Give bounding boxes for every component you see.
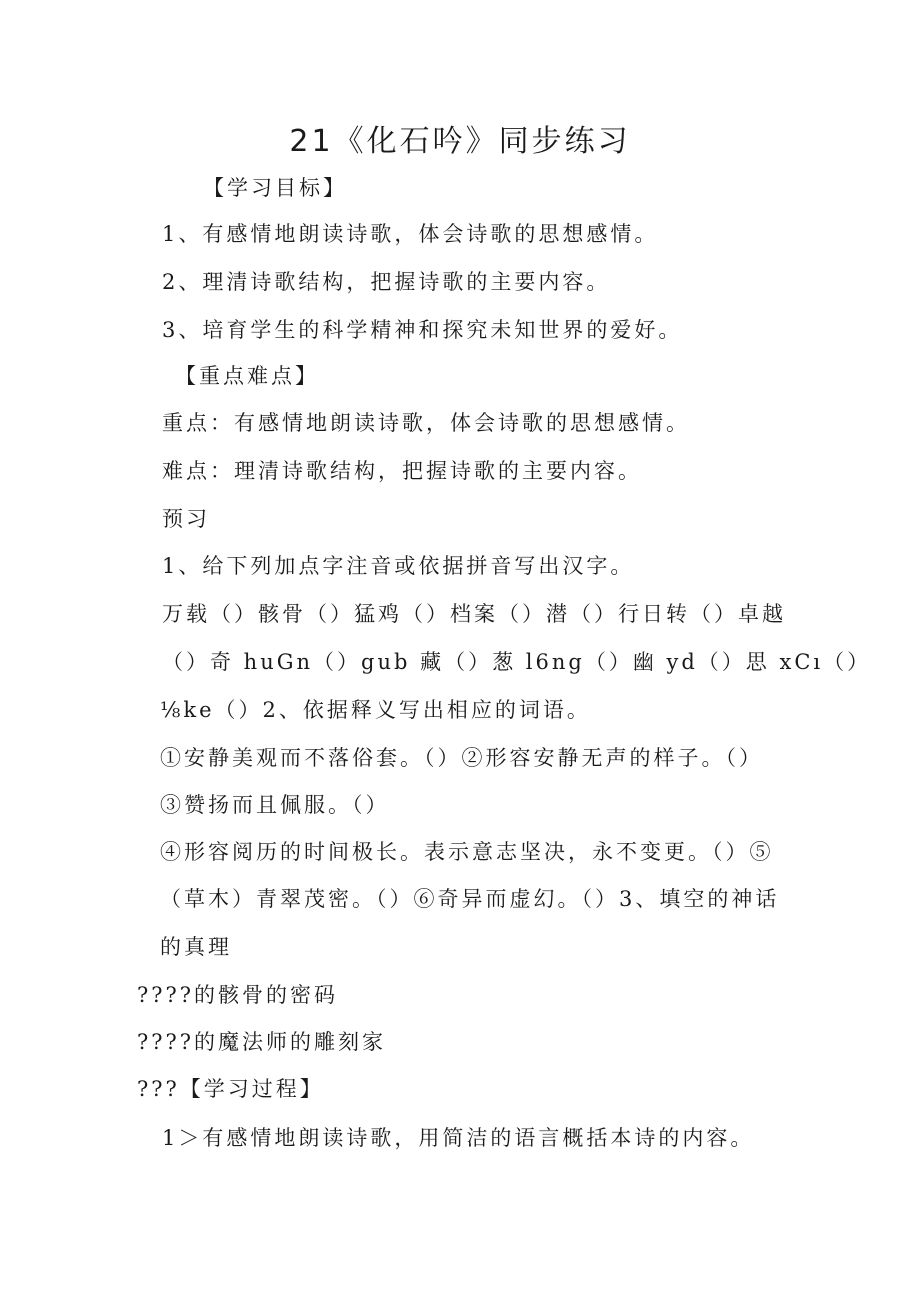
exercise-3-line-2: ????的骸骨的密码 [137, 983, 339, 1007]
exercise-1-prompt: 1、给下列加点字注音或依据拼音写出汉字。 [162, 554, 635, 578]
exercise-2-prompt: ⅛ke（）2、依据释义写出相应的词语。 [160, 698, 591, 722]
goal-item-3: 3、培育学生的科学精神和探究未知世界的爱好。 [162, 318, 683, 342]
exercise-2-items-line-2: ③赞扬而且佩服。（） [160, 793, 390, 817]
exercise-3-line-3: ????的魔法师的雕刻家 [137, 1030, 387, 1054]
difficult-point: 难点：理清诗歌结构，把握诗歌的主要内容。 [162, 459, 642, 483]
exercise-1-words-line-2: （）奇 huGn（）gub 藏（）葱 l6ng（）幽 yd（）思 xCı（） [162, 650, 872, 674]
key-point: 重点：有感情地朗读诗歌，体会诗歌的思想感情。 [162, 411, 690, 435]
goal-item-1: 1、有感情地朗读诗歌，体会诗歌的思想感情。 [162, 222, 659, 246]
process-item-1: 1＞有感情地朗读诗歌，用简洁的语言概括本诗的内容。 [162, 1126, 755, 1150]
exercise-2-items-line-1: ①安静美观而不落俗套。（）②形容安静无声的样子。（） [160, 746, 763, 770]
section-heading-learning-goals: 【学习目标】 [203, 176, 347, 200]
section-heading-learning-process: ???【学习过程】 [137, 1077, 324, 1101]
exercise-3-line-1: 的真理 [160, 935, 232, 959]
exercise-2-items-line-4: （草木）青翠茂密。（）⑥奇异而虚幻。（）3、填空的神话 [160, 887, 780, 911]
exercise-1-words-line-1: 万载（）骸骨（）猛鸡（）档案（）潜（）行日转（）卓越 [162, 602, 786, 626]
exercise-2-items-line-3: ④形容阅历的时间极长。表示意志坚决，永不变更。（）⑤ [160, 840, 774, 864]
goal-item-2: 2、理清诗歌结构，把握诗歌的主要内容。 [162, 270, 611, 294]
section-heading-preview: 预习 [162, 507, 210, 531]
section-heading-key-points: 【重点难点】 [175, 364, 319, 388]
document-title: 21《化石吟》同步练习 [289, 124, 631, 159]
